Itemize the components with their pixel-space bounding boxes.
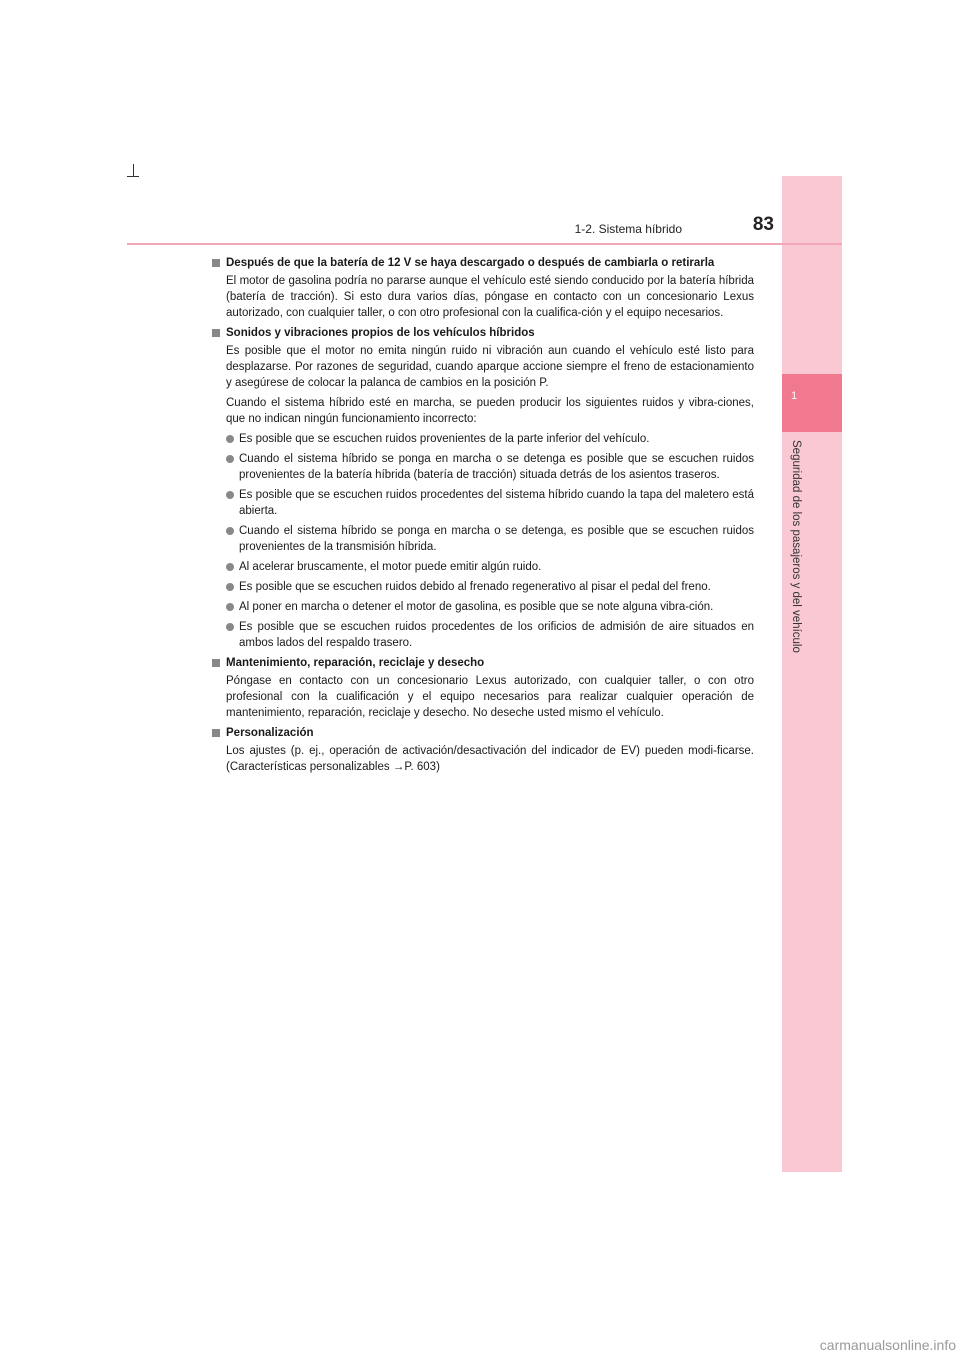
paragraph: Los ajustes (p. ej., operación de activación/desactivación del indicador de EV) pueden modi-ficarse. (Características personalizables →P. 603): [226, 745, 754, 773]
list-item: [226, 451, 754, 483]
round-bullet-icon: [226, 527, 234, 535]
square-bullet-icon: [212, 259, 220, 267]
list-item: [226, 559, 754, 575]
section-title: [210, 255, 754, 271]
section-title-text: Sonidos y vibraciones propios de los vehículos híbridos: [226, 327, 535, 339]
square-bullet-icon: [212, 729, 220, 737]
list-item-text: Al acelerar bruscamente, el motor puede emitir algún ruido.: [239, 561, 542, 573]
page-content: [210, 255, 754, 779]
round-bullet-icon: [226, 455, 234, 463]
watermark[interactable]: carmanualsonline.info: [819, 1337, 956, 1353]
chapter-number: 1: [790, 390, 798, 402]
list-item: [226, 431, 754, 447]
list-item-text: Es posible que se escuchen ruidos procedentes del sistema híbrido cuando la tapa del maletero está abierta.: [239, 489, 754, 517]
page-number: 83: [752, 214, 774, 235]
paragraph: Es posible que el motor no emita ningún ruido ni vibración aun cuando el vehículo esté listo para desplazarse. Por razones de seguridad, cuando aparque accione siempre el freno de estacionamiento y asegúrese de colocar la palanca de cambios en la posición P.: [226, 345, 754, 389]
section-sounds: [210, 325, 754, 651]
section-title: [210, 725, 754, 741]
list-item: [226, 619, 754, 651]
list-item: [226, 487, 754, 519]
round-bullet-icon: [226, 583, 234, 591]
round-bullet-icon: [226, 563, 234, 571]
round-bullet-icon: [226, 435, 234, 443]
list-item-text: Cuando el sistema híbrido se ponga en marcha o se detenga, es posible que se escuchen ruidos provenientes de la transmisión híbrida.: [239, 525, 754, 553]
list-item: [226, 599, 754, 615]
list-item-text: Cuando el sistema híbrido se ponga en marcha o se detenga es posible que se escuchen ruidos provenientes de la batería híbrida (batería de tracción) situada detrás de los asientos traseros.: [239, 453, 754, 481]
section-battery: [210, 255, 754, 321]
square-bullet-icon: [212, 329, 220, 337]
square-bullet-icon: [212, 659, 220, 667]
section-personalization: [210, 725, 754, 775]
paragraph: Póngase en contacto con un concesionario Lexus autorizado, con cualquier taller, o con otro profesional con la cualificación y el equipo necesarios para realizar cualquier operación de mantenimiento, reparación, reciclaje y desecho. No deseche usted mismo el vehículo.: [226, 675, 754, 719]
chapter-side-tab-active: [782, 374, 842, 432]
paragraph: El motor de gasolina podría no pararse aunque el vehículo esté siendo conducido por la batería híbrida (batería de tracción). Si esto dura varios días, póngase en contacto con un concesionario Lexus autorizado, con cualquier taller, o con otro profesional con la cualifica-ción y el equipo necesarios.: [226, 275, 754, 319]
round-bullet-icon: [226, 603, 234, 611]
crop-mark-top-left-v: [133, 164, 134, 176]
section-title-text: Después de que la batería de 12 V se haya descargado o después de cambiarla o retirarla: [226, 257, 715, 269]
section-maintenance: [210, 655, 754, 721]
list-item-text: Es posible que se escuchen ruidos procedentes de los orificios de admisión de aire situados en ambos lados del respaldo trasero.: [239, 621, 754, 649]
section-title: [210, 325, 754, 341]
header-rule: [127, 243, 842, 245]
round-bullet-icon: [226, 491, 234, 499]
list-item-text: Es posible que se escuchen ruidos provenientes de la parte inferior del vehículo.: [239, 433, 650, 445]
section-title: [210, 655, 754, 671]
paragraph: Cuando el sistema híbrido esté en marcha, se pueden producir los siguientes ruidos y vibra-ciones, que no indican ningún funcionamiento incorrecto:: [226, 397, 754, 425]
list-item: [226, 523, 754, 555]
list-item-text: Al poner en marcha o detener el motor de gasolina, es posible que se note alguna vibra-ción.: [239, 601, 714, 613]
section-title-text: Personalización: [226, 727, 314, 739]
section-title-text: Mantenimiento, reparación, reciclaje y desecho: [226, 657, 485, 669]
list-item-text: Es posible que se escuchen ruidos debido al frenado regenerativo al pisar el pedal del freno.: [239, 581, 711, 593]
chapter-label: Seguridad de los pasajeros y del vehículo: [790, 440, 802, 653]
header-section-title: 1-2. Sistema híbrido: [574, 222, 682, 236]
round-bullet-icon: [226, 623, 234, 631]
list-item: [226, 579, 754, 595]
crop-mark-top-left-h: [127, 176, 139, 177]
